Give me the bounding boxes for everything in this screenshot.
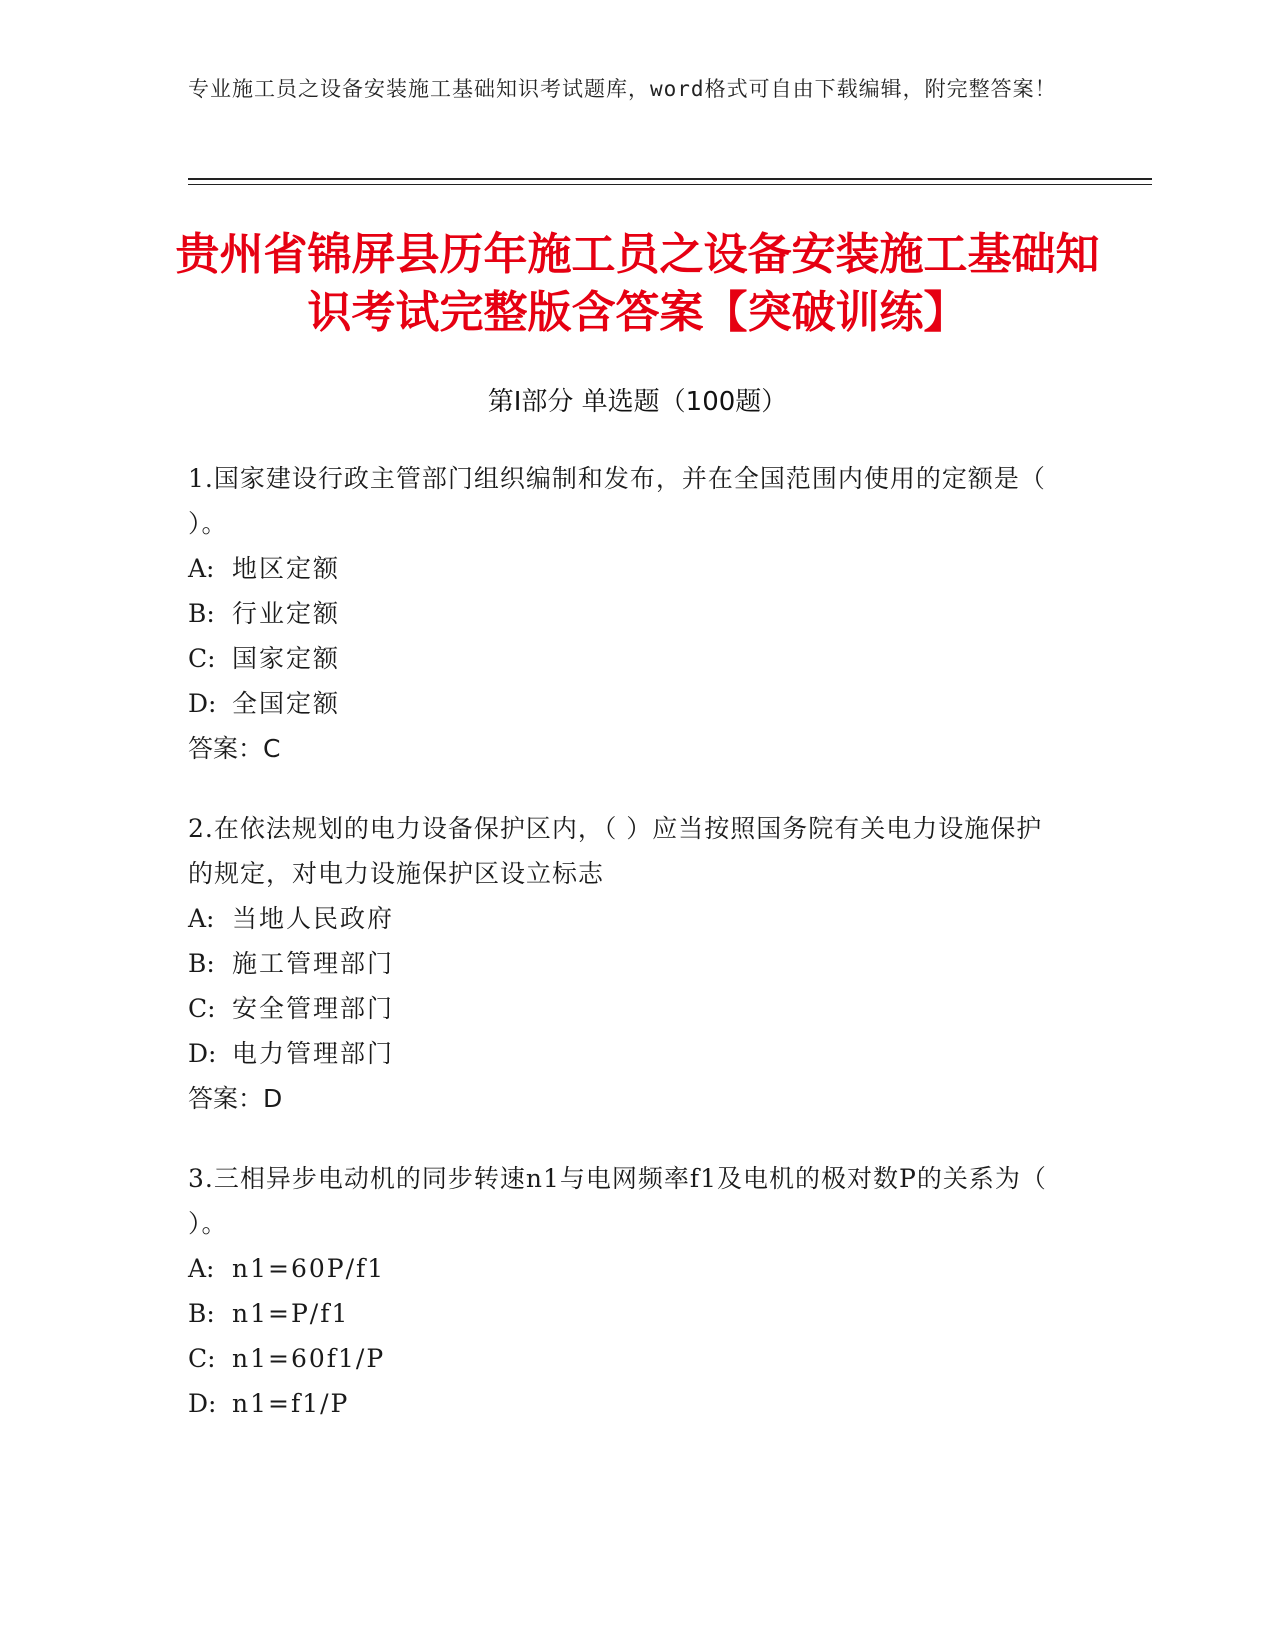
option-letter: D: — [188, 1039, 217, 1068]
option-d — [188, 1031, 1068, 1076]
option-letter: C: — [188, 1344, 216, 1373]
question-stem: 1.国家建设行政主管部门组织编制和发布，并在全国范围内使用的定额是（ ）。 — [188, 464, 1046, 538]
header-note: 专业施工员之设备安装施工基础知识考试题库，word格式可自由下载编辑，附完整答案！ — [188, 77, 1057, 101]
question-stem: 2.在依法规划的电力设备保护区内，（ ）应当按照国务院有关电力设施保护的规定，对电力设施保护区设立标志 — [188, 814, 1043, 888]
option-a — [188, 896, 1068, 941]
option-b — [188, 591, 1068, 636]
option-letter: B: — [188, 1299, 215, 1328]
option-d — [188, 681, 1068, 726]
option-letter: C: — [188, 994, 216, 1023]
option-a — [188, 1246, 1068, 1291]
option-letter: B: — [188, 949, 215, 978]
option-letter: B: — [188, 599, 215, 628]
option-text: 安全管理部门 — [232, 994, 395, 1023]
question-stem: 3.三相异步电动机的同步转速n1与电网频率f1及电机的极对数P的关系为（ ）。 — [188, 1164, 1047, 1238]
option-b — [188, 941, 1068, 986]
option-c — [188, 636, 1068, 681]
section-title: 第Ⅰ部分 单选题（100题） — [487, 387, 788, 417]
header-rule-thin — [188, 184, 1152, 185]
option-d — [188, 1381, 1068, 1426]
option-c — [188, 986, 1068, 1031]
option-b — [188, 1291, 1068, 1336]
answer: 答案：D — [188, 1084, 283, 1113]
option-letter: A: — [188, 554, 215, 583]
option-text: 当地人民政府 — [232, 904, 395, 933]
option-text: n1=f1/P — [232, 1389, 350, 1418]
option-a — [188, 546, 1068, 591]
option-text: 行业定额 — [232, 599, 341, 628]
option-text: 全国定额 — [232, 689, 341, 718]
question-1 — [188, 456, 1068, 771]
option-letter: A: — [188, 1254, 215, 1283]
option-text: 国家定额 — [232, 644, 341, 673]
option-text: 地区定额 — [232, 554, 341, 583]
question-2 — [188, 806, 1068, 1121]
option-letter: D: — [188, 1389, 217, 1418]
option-text: 施工管理部门 — [232, 949, 395, 978]
option-letter: D: — [188, 689, 217, 718]
question-3 — [188, 1156, 1068, 1426]
option-text: n1=60f1/P — [232, 1344, 386, 1373]
document-title: 贵州省锦屏县历年施工员之设备安装施工基础知识考试完整版含答案【突破训练】 — [175, 229, 1100, 338]
option-c — [188, 1336, 1068, 1381]
answer: 答案：C — [188, 734, 281, 763]
header-rule-thick — [188, 178, 1152, 180]
option-letter: C: — [188, 644, 216, 673]
option-text: n1=60P/f1 — [232, 1254, 386, 1283]
option-letter: A: — [188, 904, 215, 933]
option-text: 电力管理部门 — [232, 1039, 395, 1068]
option-text: n1=P/f1 — [232, 1299, 350, 1328]
